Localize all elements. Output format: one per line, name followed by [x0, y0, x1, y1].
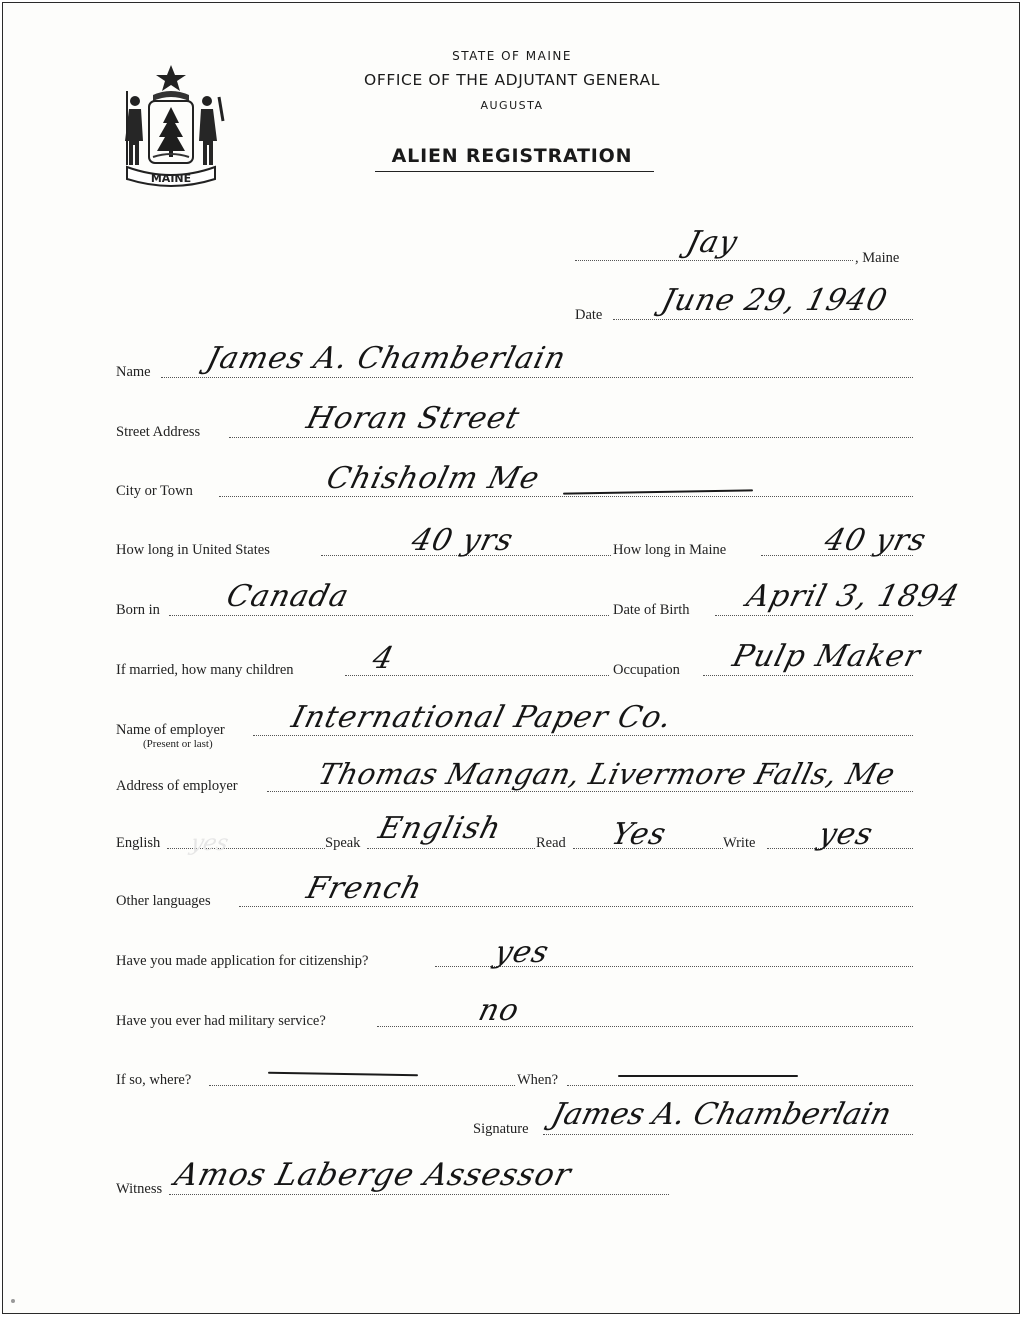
witness-value: Amos Laberge Assessor [171, 1157, 576, 1193]
signature-value: James A. Chamberlain [548, 1097, 895, 1132]
occupation-value: Pulp Maker [729, 639, 925, 674]
name-value: James A. Chamberlain [203, 341, 570, 376]
military-line [377, 1026, 913, 1027]
signature-label: Signature [473, 1121, 529, 1137]
occupation-line [703, 675, 913, 676]
signature-line [543, 1134, 913, 1135]
city-value: Chisholm Me [323, 461, 544, 496]
employer-address-label: Address of employer [116, 778, 238, 794]
english-faint-mark: yes [187, 831, 231, 856]
street-label: Street Address [116, 424, 201, 440]
years-maine-value: 40 yrs [821, 523, 931, 558]
occupation-label: Occupation [613, 662, 680, 678]
read-label: Read [536, 835, 566, 851]
speak-label: Speak [325, 835, 361, 851]
witness-label: Witness [116, 1181, 163, 1197]
city-dash [563, 489, 753, 494]
years-us-label: How long in United States [116, 542, 270, 558]
employer-label: Name of employer [116, 722, 225, 738]
date-line [613, 319, 913, 320]
alien-registration-form [2, 2, 1020, 1314]
office-heading: OFFICE OF THE ADJUTANT GENERAL [364, 71, 660, 89]
city-line [219, 496, 913, 497]
svg-text:MAINE: MAINE [150, 172, 192, 185]
town-suffix-label: , Maine [855, 250, 900, 266]
date-value: June 29, 1940 [658, 283, 892, 318]
where-dash [268, 1072, 418, 1077]
city-label: City or Town [116, 483, 193, 499]
state-heading: STATE OF MAINE [452, 49, 572, 63]
witness-line [169, 1194, 669, 1195]
military-label: Have you ever had military service? [116, 1013, 326, 1029]
street-line [229, 437, 913, 438]
children-value: 4 [369, 641, 398, 676]
citizenship-value: yes [491, 935, 553, 970]
write-label: Write [723, 835, 756, 851]
years-us-value: 40 yrs [408, 523, 518, 558]
name-label: Name [116, 364, 151, 380]
years-maine-label: How long in Maine [613, 542, 727, 558]
street-value: Horan Street [303, 401, 524, 436]
scan-speck [11, 1299, 15, 1303]
form-title: ALIEN REGISTRATION [391, 145, 633, 167]
born-in-value: Canada [223, 579, 353, 614]
where-label: If so, where? [116, 1072, 192, 1088]
where-line [209, 1085, 515, 1086]
employer-address-value: Thomas Mangan, Livermore Falls, Me [315, 757, 899, 791]
employer-value: International Paper Co. [288, 700, 676, 735]
when-dash [618, 1075, 798, 1077]
town-line [575, 260, 853, 261]
when-label: When? [517, 1072, 559, 1088]
employer-line [253, 735, 913, 736]
children-label: If married, how many children [116, 662, 294, 678]
speak-line [367, 848, 535, 849]
birth-date-line [715, 615, 913, 616]
born-in-line [169, 615, 609, 616]
write-value: yes [815, 817, 877, 852]
when-line [567, 1085, 913, 1086]
birth-date-label: Date of Birth [613, 602, 690, 618]
speak-value: English [375, 811, 506, 846]
military-value: no [475, 993, 524, 1028]
birth-date-value: April 3, 1894 [743, 579, 964, 614]
date-label: Date [575, 307, 603, 323]
name-line [161, 377, 913, 378]
other-languages-line [239, 906, 913, 907]
town-value: Jay [683, 225, 742, 260]
city-heading: AUGUSTA [480, 99, 544, 112]
other-languages-value: French [303, 871, 427, 906]
citizenship-label: Have you made application for citizenship? [116, 953, 369, 969]
employer-address-line [267, 791, 913, 792]
born-in-label: Born in [116, 602, 160, 618]
employer-sublabel: (Present or last) [143, 738, 213, 750]
other-languages-label: Other languages [116, 893, 211, 909]
english-label: English [116, 835, 161, 851]
title-underline [375, 171, 654, 172]
read-value: Yes [608, 817, 671, 852]
